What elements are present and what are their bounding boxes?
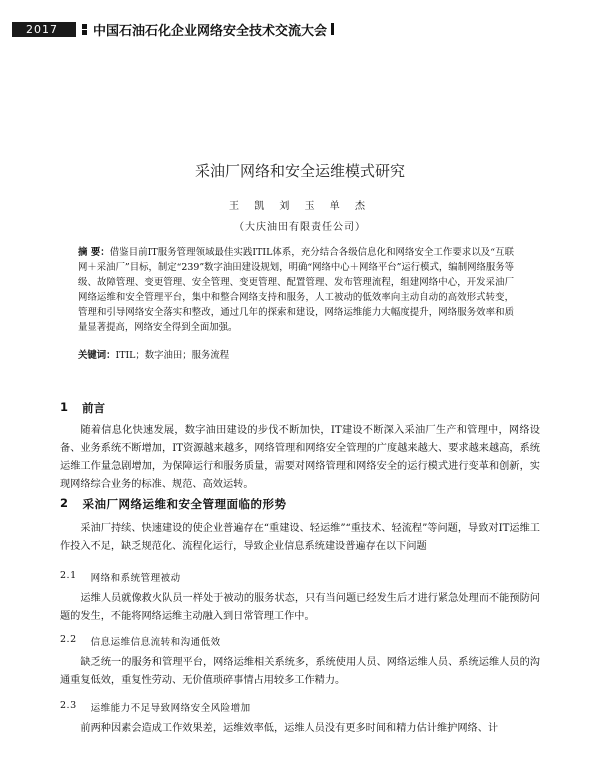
subsection-paragraph-2-3: 前两种因素会造成工作效果差，运维效率低，运维人员没有更多时间和精力估计维护网络、计 bbox=[80, 723, 499, 734]
subsection-number: 2.3 bbox=[60, 700, 77, 711]
section-paragraph-2: 采油厂持续、快速建设的使企业普遍存在“重建设、轻运维”“重技术、轻流程”等问题，导致对IT运维工作投入不足，缺乏规范化、流程化运行，导致企业信息系统建设普遍存在以下问题 bbox=[60, 523, 540, 552]
keywords bbox=[78, 348, 514, 363]
section-title: 采油厂网络运维和安全管理面临的形势 bbox=[82, 497, 287, 511]
year-tag: 2017 bbox=[12, 22, 76, 37]
subsection-paragraph-2-2: 缺乏统一的服务和管理平台，网络运维相关系统多，系统使用人员、网络运维人员、系统运维人员的沟通重复低效，重复性劳动、无价值琐碎事情占用较多工作精力。 bbox=[60, 657, 540, 686]
section-title: 前言 bbox=[82, 401, 106, 415]
paper-authors: 王 凯 刘 玉 单 杰 bbox=[229, 201, 371, 212]
abstract-label: 摘 要： bbox=[78, 247, 110, 258]
paper-title: 采油厂网络和安全运维模式研究 bbox=[194, 162, 405, 180]
subsection-number: 2.1 bbox=[60, 570, 77, 581]
subsection-title: 运维能力不足导致网络安全风险增加 bbox=[90, 703, 251, 714]
section-heading-2 bbox=[60, 496, 287, 512]
keywords-label: 关键词： bbox=[78, 350, 116, 361]
section-number: 2 bbox=[60, 496, 69, 510]
subsection-heading-2-1 bbox=[60, 570, 181, 584]
section-heading-1 bbox=[60, 400, 105, 416]
keywords-text: ITIL；数字油田；服务流程 bbox=[115, 350, 230, 361]
section-number: 1 bbox=[60, 400, 69, 414]
abstract-text: 借鉴目前IT服务管理领域最佳实践ITIL体系，充分结合各级信息化和网络安全工作要求以及“互联网＋采油厂”目标，制定“239”数字油田建设规划，明确“网络中心＋网络平台”运行模式，编制网络服务等级、故障管理、变更管理、安全管理、变更管理、配置管理、发布管理流程，组建网络中心，开发采油厂网络运维和安全管理平台，集中和整合网络支持和服务，人工被动的低效率向主动自动的高效形式转变，管理和引导网络安全落实和整改，通过几年的探索和建设，网络运维能力大幅度提升，网络服务效率和质量显著提高，网络安全得到全面加强。 bbox=[78, 247, 515, 333]
subsection-heading-2-3 bbox=[60, 700, 251, 714]
subsection-paragraph-2-1: 运维人员就像救火队员一样处于被动的服务状态，只有当问题已经发生后才进行紧急处理而不能预防问题的发生，不能将网络运维主动融入到日常管理工作中。 bbox=[60, 593, 540, 622]
section-paragraph-1: 随着信息化快速发展，数字油田建设的步伐不断加快，IT建设不断深入采油厂生产和管理中，网络设备、业务系统不断增加，IT资源越来越多，网络管理和网络安全管理的广度越来越大、要求越来越高，系统运维工作量急剧增加，为保障运行和服务质量，需要对网络管理和网络安全的运行模式进行变革和创新，实现网络综合业务的标准、规范、高效运转。 bbox=[60, 425, 540, 490]
subsection-number: 2.2 bbox=[60, 634, 77, 645]
header-bar-icon bbox=[331, 23, 334, 35]
square-marker-icon bbox=[82, 24, 87, 35]
conference-title: 中国石油石化企业网络安全技术交流大会 bbox=[93, 23, 328, 39]
page-header bbox=[12, 20, 334, 38]
subsection-title: 网络和系统管理被动 bbox=[90, 573, 181, 584]
subsection-title: 信息运维信息流转和沟通低效 bbox=[90, 637, 221, 648]
subsection-heading-2-2 bbox=[60, 634, 221, 648]
paper-affiliation: （大庆油田有限责任公司） bbox=[234, 222, 366, 233]
abstract bbox=[78, 245, 514, 335]
